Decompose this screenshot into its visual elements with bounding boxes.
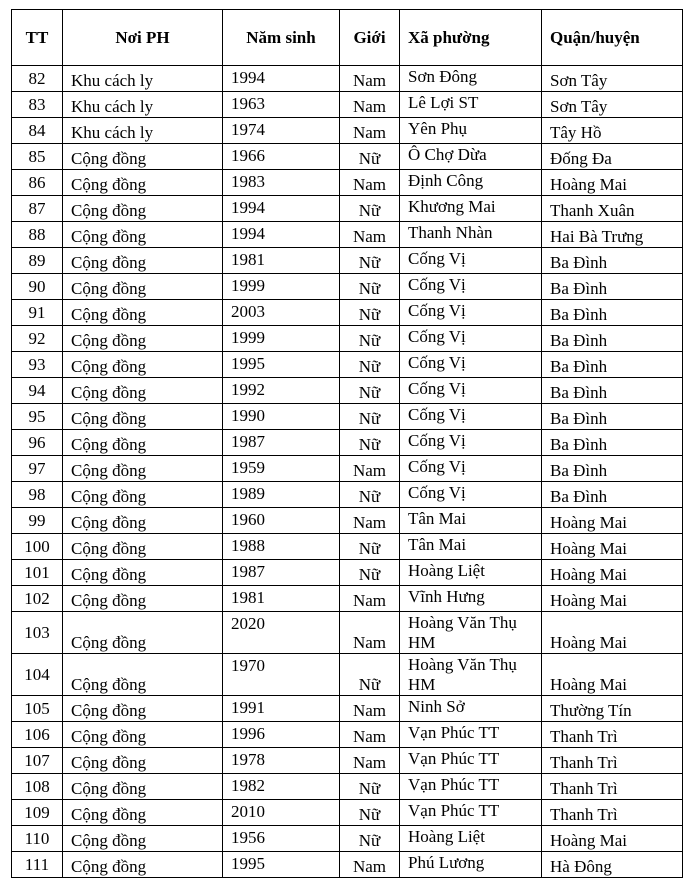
cell-tt: 102 bbox=[12, 586, 63, 612]
cell-xa-phuong: Cống Vị bbox=[400, 378, 542, 404]
cell-gioi: Nữ bbox=[340, 482, 400, 508]
cell-nam-sinh: 1988 bbox=[223, 534, 340, 560]
table-row bbox=[12, 508, 683, 534]
cell-xa-phuong: Hoàng Văn Thụ HM bbox=[400, 612, 542, 654]
cell-gioi: Nữ bbox=[340, 248, 400, 274]
cell-noi-ph: Cộng đồng bbox=[63, 248, 223, 274]
cell-tt: 88 bbox=[12, 222, 63, 248]
cell-noi-ph: Cộng đồng bbox=[63, 456, 223, 482]
cell-quan-huyen: Hoàng Mai bbox=[542, 826, 683, 852]
cell-xa-phuong: Vạn Phúc TT bbox=[400, 722, 542, 748]
cell-noi-ph: Cộng đồng bbox=[63, 326, 223, 352]
cell-quan-huyen: Hoàng Mai bbox=[542, 586, 683, 612]
cell-xa-phuong: Cống Vị bbox=[400, 248, 542, 274]
cell-quan-huyen: Hoàng Mai bbox=[542, 170, 683, 196]
table-row bbox=[12, 722, 683, 748]
table-row bbox=[12, 196, 683, 222]
cell-noi-ph: Cộng đồng bbox=[63, 612, 223, 654]
cell-quan-huyen: Ba Đình bbox=[542, 482, 683, 508]
table-row bbox=[12, 852, 683, 878]
cell-quan-huyen: Thanh Xuân bbox=[542, 196, 683, 222]
cell-gioi: Nam bbox=[340, 456, 400, 482]
cell-xa-phuong: Ô Chợ Dừa bbox=[400, 144, 542, 170]
cell-quan-huyen: Thường Tín bbox=[542, 696, 683, 722]
cell-quan-huyen: Ba Đình bbox=[542, 456, 683, 482]
cell-gioi: Nữ bbox=[340, 826, 400, 852]
cell-noi-ph: Cộng đồng bbox=[63, 430, 223, 456]
cell-nam-sinh: 2003 bbox=[223, 300, 340, 326]
cell-noi-ph: Cộng đồng bbox=[63, 352, 223, 378]
cell-quan-huyen: Đống Đa bbox=[542, 144, 683, 170]
table-row bbox=[12, 144, 683, 170]
table-row bbox=[12, 404, 683, 430]
table-row bbox=[12, 300, 683, 326]
cell-noi-ph: Cộng đồng bbox=[63, 852, 223, 878]
cell-xa-phuong: Cống Vị bbox=[400, 456, 542, 482]
cell-nam-sinh: 1995 bbox=[223, 852, 340, 878]
cell-tt: 90 bbox=[12, 274, 63, 300]
cell-noi-ph: Cộng đồng bbox=[63, 748, 223, 774]
cell-gioi: Nam bbox=[340, 612, 400, 654]
cell-nam-sinh: 1974 bbox=[223, 118, 340, 144]
cell-nam-sinh: 1970 bbox=[223, 654, 340, 696]
cell-xa-phuong: Cống Vị bbox=[400, 352, 542, 378]
table-row bbox=[12, 800, 683, 826]
cell-quan-huyen: Sơn Tây bbox=[542, 92, 683, 118]
cell-tt: 103 bbox=[12, 612, 63, 654]
cell-gioi: Nữ bbox=[340, 404, 400, 430]
cell-noi-ph: Cộng đồng bbox=[63, 378, 223, 404]
cell-gioi: Nam bbox=[340, 748, 400, 774]
cell-gioi: Nữ bbox=[340, 196, 400, 222]
cell-tt: 105 bbox=[12, 696, 63, 722]
cell-xa-phuong: Phú Lương bbox=[400, 852, 542, 878]
cell-noi-ph: Cộng đồng bbox=[63, 560, 223, 586]
cell-gioi: Nữ bbox=[340, 560, 400, 586]
cell-nam-sinh: 1999 bbox=[223, 274, 340, 300]
cell-gioi: Nữ bbox=[340, 300, 400, 326]
header-quan-huyen: Quận/huyện bbox=[542, 10, 683, 66]
cell-xa-phuong: Vĩnh Hưng bbox=[400, 586, 542, 612]
cell-gioi: Nam bbox=[340, 586, 400, 612]
cell-noi-ph: Cộng đồng bbox=[63, 586, 223, 612]
table-row bbox=[12, 654, 683, 696]
cell-nam-sinh: 2010 bbox=[223, 800, 340, 826]
cell-gioi: Nam bbox=[340, 722, 400, 748]
cell-tt: 111 bbox=[12, 852, 63, 878]
table-row bbox=[12, 170, 683, 196]
cell-nam-sinh: 1959 bbox=[223, 456, 340, 482]
cell-tt: 95 bbox=[12, 404, 63, 430]
table-row bbox=[12, 534, 683, 560]
cell-tt: 86 bbox=[12, 170, 63, 196]
cell-quan-huyen: Ba Đình bbox=[542, 300, 683, 326]
cell-tt: 83 bbox=[12, 92, 63, 118]
cell-gioi: Nam bbox=[340, 92, 400, 118]
cell-quan-huyen: Sơn Tây bbox=[542, 66, 683, 92]
cell-tt: 108 bbox=[12, 774, 63, 800]
cell-gioi: Nam bbox=[340, 222, 400, 248]
cell-noi-ph: Cộng đồng bbox=[63, 826, 223, 852]
cell-xa-phuong: Cống Vị bbox=[400, 482, 542, 508]
table-row bbox=[12, 748, 683, 774]
cell-nam-sinh: 1989 bbox=[223, 482, 340, 508]
cell-xa-phuong: Cống Vị bbox=[400, 300, 542, 326]
table-row bbox=[12, 378, 683, 404]
cell-gioi: Nữ bbox=[340, 430, 400, 456]
cell-quan-huyen: Thanh Trì bbox=[542, 800, 683, 826]
cell-nam-sinh: 1995 bbox=[223, 352, 340, 378]
table-row bbox=[12, 92, 683, 118]
cell-gioi: Nữ bbox=[340, 654, 400, 696]
cell-gioi: Nam bbox=[340, 508, 400, 534]
cell-noi-ph: Cộng đồng bbox=[63, 170, 223, 196]
cell-noi-ph: Khu cách ly bbox=[63, 66, 223, 92]
cell-gioi: Nữ bbox=[340, 274, 400, 300]
table-row bbox=[12, 612, 683, 654]
cell-nam-sinh: 1994 bbox=[223, 66, 340, 92]
cell-quan-huyen: Ba Đình bbox=[542, 404, 683, 430]
cell-tt: 91 bbox=[12, 300, 63, 326]
header-tt: TT bbox=[12, 10, 63, 66]
cell-nam-sinh: 1987 bbox=[223, 430, 340, 456]
cell-quan-huyen: Thanh Trì bbox=[542, 748, 683, 774]
cell-xa-phuong: Hoàng Văn Thụ HM bbox=[400, 654, 542, 696]
cell-tt: 106 bbox=[12, 722, 63, 748]
cell-noi-ph: Cộng đồng bbox=[63, 482, 223, 508]
cell-nam-sinh: 1991 bbox=[223, 696, 340, 722]
cell-xa-phuong: Tân Mai bbox=[400, 508, 542, 534]
cell-xa-phuong: Hoàng Liệt bbox=[400, 560, 542, 586]
cell-noi-ph: Cộng đồng bbox=[63, 722, 223, 748]
cell-tt: 107 bbox=[12, 748, 63, 774]
cell-nam-sinh: 1994 bbox=[223, 222, 340, 248]
header-nam-sinh: Năm sinh bbox=[223, 10, 340, 66]
cell-nam-sinh: 1990 bbox=[223, 404, 340, 430]
cell-quan-huyen: Ba Đình bbox=[542, 274, 683, 300]
cell-noi-ph: Cộng đồng bbox=[63, 144, 223, 170]
table-row bbox=[12, 66, 683, 92]
cell-nam-sinh: 1963 bbox=[223, 92, 340, 118]
cell-tt: 93 bbox=[12, 352, 63, 378]
cell-gioi: Nam bbox=[340, 696, 400, 722]
cell-quan-huyen: Hoàng Mai bbox=[542, 560, 683, 586]
cell-xa-phuong: Khương Mai bbox=[400, 196, 542, 222]
cell-xa-phuong: Định Công bbox=[400, 170, 542, 196]
cell-nam-sinh: 1981 bbox=[223, 248, 340, 274]
cell-xa-phuong: Cống Vị bbox=[400, 274, 542, 300]
cell-nam-sinh: 1966 bbox=[223, 144, 340, 170]
table-row bbox=[12, 826, 683, 852]
cell-gioi: Nữ bbox=[340, 326, 400, 352]
cell-nam-sinh: 1987 bbox=[223, 560, 340, 586]
cell-nam-sinh: 1992 bbox=[223, 378, 340, 404]
cell-xa-phuong: Cống Vị bbox=[400, 326, 542, 352]
table-row bbox=[12, 326, 683, 352]
table-row bbox=[12, 774, 683, 800]
cell-noi-ph: Cộng đồng bbox=[63, 274, 223, 300]
cell-quan-huyen: Thanh Trì bbox=[542, 722, 683, 748]
cell-xa-phuong: Cống Vị bbox=[400, 430, 542, 456]
cell-tt: 82 bbox=[12, 66, 63, 92]
cell-nam-sinh: 1994 bbox=[223, 196, 340, 222]
cell-quan-huyen: Hai Bà Trưng bbox=[542, 222, 683, 248]
table-row bbox=[12, 352, 683, 378]
cell-quan-huyen: Hoàng Mai bbox=[542, 534, 683, 560]
cell-xa-phuong: Vạn Phúc TT bbox=[400, 748, 542, 774]
cell-quan-huyen: Tây Hồ bbox=[542, 118, 683, 144]
cell-xa-phuong: Yên Phụ bbox=[400, 118, 542, 144]
cell-noi-ph: Cộng đồng bbox=[63, 404, 223, 430]
cell-xa-phuong: Ninh Sở bbox=[400, 696, 542, 722]
cell-quan-huyen: Hoàng Mai bbox=[542, 508, 683, 534]
cell-tt: 101 bbox=[12, 560, 63, 586]
cell-quan-huyen: Thanh Trì bbox=[542, 774, 683, 800]
cell-gioi: Nữ bbox=[340, 774, 400, 800]
cell-tt: 87 bbox=[12, 196, 63, 222]
cell-xa-phuong: Cống Vị bbox=[400, 404, 542, 430]
cell-gioi: Nữ bbox=[340, 800, 400, 826]
cell-noi-ph: Cộng đồng bbox=[63, 222, 223, 248]
cell-nam-sinh: 1981 bbox=[223, 586, 340, 612]
cell-tt: 99 bbox=[12, 508, 63, 534]
cell-noi-ph: Khu cách ly bbox=[63, 118, 223, 144]
cell-noi-ph: Khu cách ly bbox=[63, 92, 223, 118]
cell-nam-sinh: 1978 bbox=[223, 748, 340, 774]
table-row bbox=[12, 274, 683, 300]
cell-noi-ph: Cộng đồng bbox=[63, 300, 223, 326]
cell-noi-ph: Cộng đồng bbox=[63, 534, 223, 560]
cell-noi-ph: Cộng đồng bbox=[63, 654, 223, 696]
cell-noi-ph: Cộng đồng bbox=[63, 800, 223, 826]
cell-nam-sinh: 2020 bbox=[223, 612, 340, 654]
cell-xa-phuong: Vạn Phúc TT bbox=[400, 774, 542, 800]
cell-quan-huyen: Ba Đình bbox=[542, 430, 683, 456]
table-row bbox=[12, 560, 683, 586]
cell-nam-sinh: 1999 bbox=[223, 326, 340, 352]
cell-gioi: Nữ bbox=[340, 534, 400, 560]
table-row bbox=[12, 586, 683, 612]
cell-quan-huyen: Ba Đình bbox=[542, 378, 683, 404]
cell-tt: 89 bbox=[12, 248, 63, 274]
header-gioi: Giới bbox=[340, 10, 400, 66]
cell-tt: 84 bbox=[12, 118, 63, 144]
table-row bbox=[12, 248, 683, 274]
cell-xa-phuong: Hoàng Liệt bbox=[400, 826, 542, 852]
cell-tt: 98 bbox=[12, 482, 63, 508]
cell-gioi: Nam bbox=[340, 170, 400, 196]
cell-gioi: Nam bbox=[340, 66, 400, 92]
cell-quan-huyen: Ba Đình bbox=[542, 248, 683, 274]
header-noi-ph: Nơi PH bbox=[63, 10, 223, 66]
cell-tt: 100 bbox=[12, 534, 63, 560]
table-body bbox=[12, 66, 683, 878]
cell-xa-phuong: Tân Mai bbox=[400, 534, 542, 560]
cell-quan-huyen: Hoàng Mai bbox=[542, 612, 683, 654]
cell-nam-sinh: 1982 bbox=[223, 774, 340, 800]
cell-quan-huyen: Hà Đông bbox=[542, 852, 683, 878]
table-row bbox=[12, 696, 683, 722]
cell-gioi: Nam bbox=[340, 852, 400, 878]
table-row bbox=[12, 118, 683, 144]
cell-noi-ph: Cộng đồng bbox=[63, 774, 223, 800]
cell-xa-phuong: Vạn Phúc TT bbox=[400, 800, 542, 826]
table-row bbox=[12, 430, 683, 456]
header-xa-phuong: Xã phường bbox=[400, 10, 542, 66]
cell-tt: 104 bbox=[12, 654, 63, 696]
cell-nam-sinh: 1983 bbox=[223, 170, 340, 196]
cell-tt: 94 bbox=[12, 378, 63, 404]
cases-table bbox=[11, 9, 683, 878]
cell-quan-huyen: Ba Đình bbox=[542, 326, 683, 352]
cell-xa-phuong: Lê Lợi ST bbox=[400, 92, 542, 118]
cell-nam-sinh: 1956 bbox=[223, 826, 340, 852]
cell-nam-sinh: 1960 bbox=[223, 508, 340, 534]
header-row bbox=[12, 10, 683, 66]
cell-tt: 110 bbox=[12, 826, 63, 852]
cell-xa-phuong: Sơn Đông bbox=[400, 66, 542, 92]
cell-gioi: Nữ bbox=[340, 352, 400, 378]
cell-xa-phuong: Thanh Nhàn bbox=[400, 222, 542, 248]
cell-tt: 109 bbox=[12, 800, 63, 826]
cell-tt: 85 bbox=[12, 144, 63, 170]
cell-noi-ph: Cộng đồng bbox=[63, 196, 223, 222]
cell-gioi: Nữ bbox=[340, 144, 400, 170]
cell-noi-ph: Cộng đồng bbox=[63, 508, 223, 534]
table-row bbox=[12, 482, 683, 508]
cell-nam-sinh: 1996 bbox=[223, 722, 340, 748]
cell-gioi: Nữ bbox=[340, 378, 400, 404]
table-row bbox=[12, 456, 683, 482]
cell-tt: 96 bbox=[12, 430, 63, 456]
cell-quan-huyen: Ba Đình bbox=[542, 352, 683, 378]
cell-tt: 92 bbox=[12, 326, 63, 352]
cell-quan-huyen: Hoàng Mai bbox=[542, 654, 683, 696]
cell-noi-ph: Cộng đồng bbox=[63, 696, 223, 722]
cell-gioi: Nam bbox=[340, 118, 400, 144]
cell-tt: 97 bbox=[12, 456, 63, 482]
table-row bbox=[12, 222, 683, 248]
